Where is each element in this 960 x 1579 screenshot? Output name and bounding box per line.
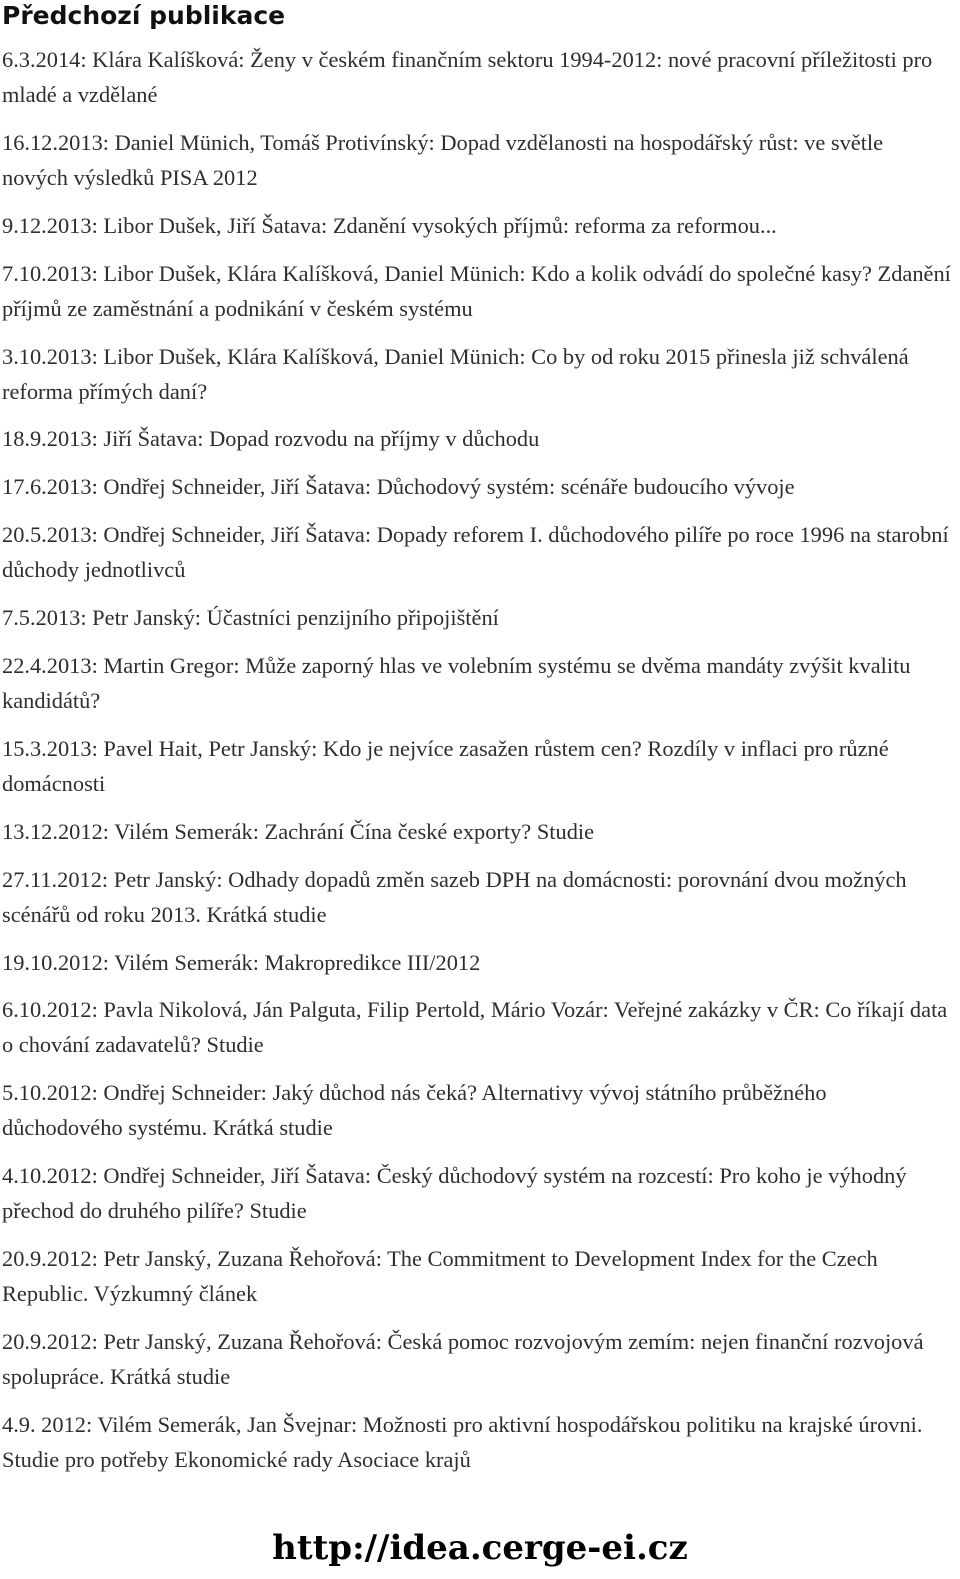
publication-item: 6.10.2012: Pavla Nikolová, Ján Palguta, Filip Pertold, Mário Vozár: Veřejné zakázky v ČR: Co říkají data o chování zadavatelů? Studie <box>2 997 948 1058</box>
publication-item: 27.11.2012: Petr Janský: Odhady dopadů změn sazeb DPH na domácnosti: porovnání dvou možných scénářů od roku 2013. Krátká studie <box>2 866 907 927</box>
publication-list <box>2 42 952 1490</box>
publication-item: 22.4.2013: Martin Gregor: Může zaporný hlas ve volebním systému se dvěma mandáty zvýšit kvalitu kandidátů? <box>2 653 911 714</box>
footer-website-link[interactable]: http://idea.cerge-ei.cz <box>272 1528 688 1568</box>
publication-item: 9.12.2013: Libor Dušek, Jiří Šatava: Zdanění vysokých příjmů: reforma za reformou... <box>2 212 777 238</box>
publication-item: 18.9.2013: Jiří Šatava: Dopad rozvodu na příjmy v důchodu <box>2 426 540 452</box>
publication-item: 16.12.2013: Daniel Münich, Tomáš Protivínský: Dopad vzdělanosti na hospodářský růst: ve světle nových výsledků PISA 2012 <box>2 129 884 190</box>
publication-item: 3.10.2013: Libor Dušek, Klára Kalíšková, Daniel Münich: Co by od roku 2015 přinesla již schválená reforma přímých daní? <box>2 343 909 404</box>
publication-item: 7.10.2013: Libor Dušek, Klára Kalíšková, Daniel Münich: Kdo a kolik odvádí do společné kasy? Zdanění příjmů ze zaměstnání a podnikání v českém systému <box>2 260 951 321</box>
publication-item: 17.6.2013: Ondřej Schneider, Jiří Šatava: Důchodový systém: scénáře budoucího vývoje <box>2 474 795 500</box>
publication-item: 7.5.2013: Petr Janský: Účastníci penzijního připojištění <box>2 605 499 631</box>
publication-item: 4.9. 2012: Vilém Semerák, Jan Švejnar: Možnosti pro aktivní hospodářskou politiku na krajské úrovni. Studie pro potřeby Ekonomické rady Asociace krajů <box>2 1411 923 1472</box>
publication-item: 20.5.2013: Ondřej Schneider, Jiří Šatava: Dopady reforem I. důchodového pilíře po roce 1996 na starobní důchody jednotlivců <box>2 522 949 583</box>
publication-item: 19.10.2012: Vilém Semerák: Makropredikce III/2012 <box>2 949 481 975</box>
publication-item: 5.10.2012: Ondřej Schneider: Jaký důchod nás čeká? Alternativy vývoj státního průběžného důchodového systému. Krátká studie <box>2 1080 827 1141</box>
publication-item: 15.3.2013: Pavel Hait, Petr Janský: Kdo je nejvíce zasažen růstem cen? Rozdíly v inflaci pro různé domácnosti <box>2 735 889 796</box>
publication-item: 20.9.2012: Petr Janský, Zuzana Řehořová: Česká pomoc rozvojovým zemím: nejen finanční rozvojová spolupráce. Krátká studie <box>2 1329 924 1390</box>
publication-item: 4.10.2012: Ondřej Schneider, Jiří Šatava: Český důchodový systém na rozcestí: Pro koho je výhodný přechod do druhého pilíře? Studie <box>2 1163 907 1224</box>
publication-item: 13.12.2012: Vilém Semerák: Zachrání Čína české exporty? Studie <box>2 818 595 844</box>
publication-item: 6.3.2014: Klára Kalíšková: Ženy v českém finančním sektoru 1994-2012: nové pracovní příležitosti pro mladé a vzdělané <box>2 47 933 107</box>
page-title: Předchozí publikace <box>2 1 286 30</box>
publication-item: 20.9.2012: Petr Janský, Zuzana Řehořová: The Commitment to Development Index for the Czech Republic. Výzkumný článek <box>2 1246 878 1307</box>
